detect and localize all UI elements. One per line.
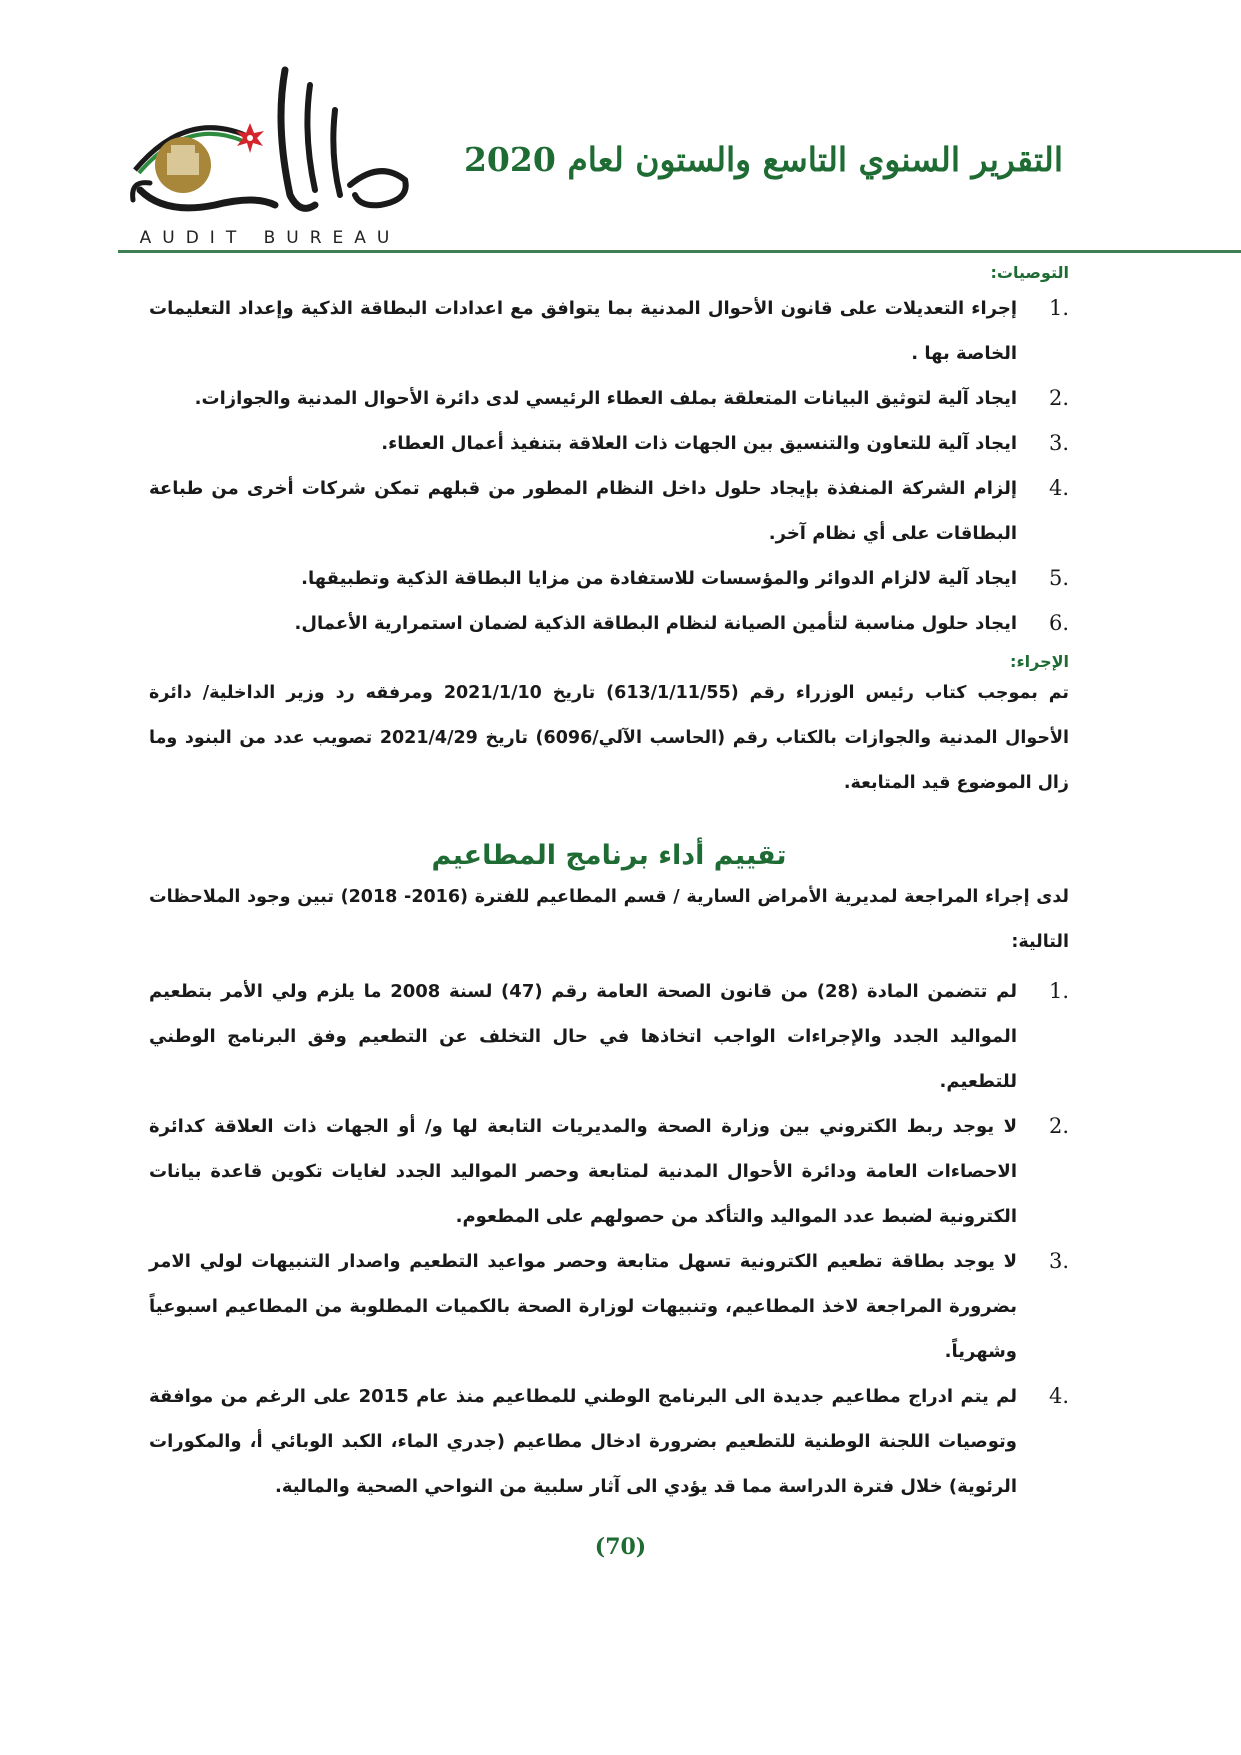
- list-item: [149, 376, 1069, 421]
- logo-latin-text: AUDIT BUREAU: [139, 228, 401, 248]
- list-item: [149, 1374, 1069, 1509]
- audit-bureau-logo: [125, 65, 415, 250]
- item-number: 5.: [1048, 566, 1069, 590]
- item-number: 1.: [1048, 979, 1069, 1003]
- item-number: 3.: [1048, 431, 1069, 455]
- list-item: [149, 466, 1069, 556]
- item-number: 4.: [1048, 1384, 1069, 1408]
- section-intro: لدى إجراء المراجعة لمديرية الأمراض السارية / قسم المطاعيم للفترة (2016- 2018) تبين وجود الملاحظات التالية:: [149, 887, 1069, 952]
- page-header: [0, 0, 1241, 260]
- recommendations-section: [149, 263, 1069, 646]
- item-text: إلزام الشركة المنفذة بإيجاد حلول داخل النظام المطور من قبلهم تمكن شركات أخرى من طباعة البطاقات على أي نظام آخر.: [149, 478, 1017, 544]
- item-number: 1.: [1048, 296, 1069, 320]
- item-text: ايجاد آلية للتعاون والتنسيق بين الجهات ذات العلاقة بتنفيذ أعمال العطاء.: [381, 433, 1017, 454]
- item-text: لا يوجد بطاقة تطعيم الكترونية تسهل متابعة وحصر مواعيد التطعيم واصدار التنبيهات لولي الامر بضرورة المراجعة لاخذ المطاعيم، وتنبيهات لوزارة الصحة بالكميات المطلوبة من المطاعيم اسبوعياً وشهرياً.: [149, 1251, 1017, 1362]
- item-text: ايجاد حلول مناسبة لتأمين الصيانة لنظام البطاقة الذكية لضمان استمرارية الأعمال.: [294, 613, 1017, 634]
- action-section: [149, 652, 1069, 806]
- item-text: إجراء التعديلات على قانون الأحوال المدنية بما يتوافق مع اعدادات البطاقة الذكية وإعداد التعليمات الخاصة بها .: [149, 298, 1017, 364]
- item-number: 2.: [1048, 386, 1069, 410]
- section-title: تقييم أداء برنامج المطاعيم: [431, 840, 787, 871]
- item-text: لا يوجد ربط الكتروني بين وزارة الصحة والمديريات التابعة لها و/ أو الجهات ذات العلاقة كدائرة الاحصاءات العامة ودائرة الأحوال المدنية لمتابعة وحصر المواليد الجدد لغايات تكوين قاعدة بيانات الكترونية لضبط عدد المواليد والتأكد من حصولهم على المطعوم.: [149, 1116, 1017, 1227]
- item-text: ايجاد آلية لالزام الدوائر والمؤسسات للاستفادة من مزايا البطاقة الذكية وتطبيقها.: [301, 568, 1017, 589]
- vaccine-section: [149, 840, 1069, 1509]
- report-title: التقرير السنوي التاسع والستون لعام 2020: [463, 140, 1063, 179]
- list-item: [149, 556, 1069, 601]
- item-number: 2.: [1048, 1114, 1069, 1138]
- item-text: لم يتم ادراج مطاعيم جديدة الى البرنامج الوطني للمطاعيم منذ عام 2015 على الرغم من موافقة وتوصيات اللجنة الوطنية للتطعيم بضرورة ادخال مطاعيم (جدري الماء، الكبد الوبائي أ، والمكورات الرئوية) خلال فترة الدراسة مما قد يؤدي الى آثار سلبية من النواحي الصحية والمالية.: [149, 1386, 1017, 1497]
- list-item: [149, 286, 1069, 376]
- list-item: [149, 1239, 1069, 1374]
- item-text: لم تتضمن المادة (28) من قانون الصحة العامة رقم (47) لسنة 2008 ما يلزم ولي الأمر بتطعيم المواليد الجدد والإجراءات الواجب اتخاذها في حال التخلف عن التطعيم وفق البرنامج الوطني للتطعيم.: [149, 981, 1017, 1092]
- header-divider: [118, 250, 1241, 253]
- logo-calligraphy-icon: [125, 65, 415, 225]
- list-item: [149, 1104, 1069, 1239]
- recommendations-label: التوصيات:: [990, 263, 1069, 282]
- observations-list: [149, 969, 1069, 1509]
- item-number: 6.: [1048, 611, 1069, 635]
- item-number: 4.: [1048, 476, 1069, 500]
- item-number: 3.: [1048, 1249, 1069, 1273]
- item-text: ايجاد آلية لتوثيق البيانات المتعلقة بملف العطاء الرئيسي لدى دائرة الأحوال المدنية والجوازات.: [194, 388, 1017, 409]
- list-item: [149, 421, 1069, 466]
- page-number: (70): [594, 1534, 647, 1560]
- action-label: الإجراء:: [1010, 652, 1069, 671]
- action-text: تم بموجب كتاب رئيس الوزراء رقم (613/1/11/55) تاريخ 2021/1/10 ومرفقه رد وزير الداخلية/ دائرة الأحوال المدنية والجوازات بالكتاب رقم (الحاسب الآلي/6096) تاريخ 2021/4/29 تصويب عدد من البنود وما زال الموضوع قيد المتابعة.: [149, 683, 1070, 793]
- list-item: [149, 601, 1069, 646]
- list-item: [149, 969, 1069, 1104]
- recommendations-list: [149, 286, 1069, 646]
